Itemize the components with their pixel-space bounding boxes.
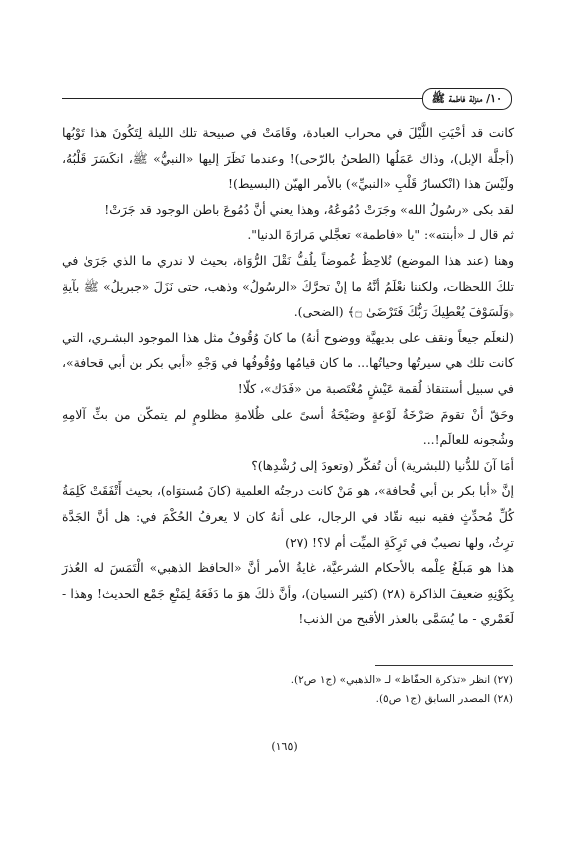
footnote-divider [375,665,513,666]
page-number: (١٦٥) [271,740,298,753]
paragraph: وهنا (عند هذا الموضع) نُلاحِظُ غُموضاً يلُفُّ نَقْلَ الرُّوَاة، بحيث لا ندري ما الذي جَرَىٰ في تلكَ اللحظات، ولكننا نعْلَمُ أنَّهُ ما إنْ تحرَّكَ «الرسُولُ» وذهب، حتى نَزَلَ «جبريلُ» ﷺ بآيةِ ﴿وَلَسَوْفَ يُعْطِيكَ رَبُّكَ فَتَرْضَىٰ ۝﴾ (الضحى). [62,252,514,320]
paragraph: هذا هو مَبلَغُ عِلْمه بالأحكام الشرعيَّة، غايةُ الأمر أنَّ «الحافظ الذهبي» الْتَمَسَ له العُذرَ بِكَوْنِهِ ضعيفَ الذاكرة (٢٨) (كثير النسيان)، وأنَّ ذلكَ هوَ ما دَفَعَهُ لِمَنْعِ جَمْع الحديث! وهذا - لَعَمْري - ما يُسَمَّى بالعذر الأقبح من الذنب! [62,560,514,627]
header-label: ١٠/ منزلة فاطمة ﷺ [422,88,512,110]
footnote: (٢٨) المصدر السابق (ج١ ص٥). [375,693,513,705]
paragraph: (لنعلَم جيعاً ونقف على بديهيَّة ووضوح أنهُ) ما كانَ وُقُوفُ مثل هذا الموجود البشـري، التي كانت تلك هي سيرتُها وحياتُها... ما كان قيامُها ووُقُوفُها في وَجْهِ «أبي بكر بن أبي قحافة»، في سبيل أستنقاذ لُقمة عَيْشٍ مُغْتَصبة من «فَدَك»، كلّا! [62,329,514,396]
body-text [62,120,514,632]
running-header [62,88,512,110]
footnotes [61,671,513,709]
paragraph: إنَّ «أبا بكر بن أبي قُحافة»، هو مَنْ كانت درجتُه العلمية (كانَ مُستوَاه)، بحيث أَتْفَقَتْ كَلِمَةُ كُلِّ مُحدِّثٍ فقيه نبيه نقّاد في الرجال، على أنهُ كان لا يعرفُ الحُكْمَ في: هل أنَّ الجَدَّة ترِثُ، ولها نصيبٌ في تَرِكَةِ الميِّت أم لا؟! (٢٧) [62,483,514,550]
paragraph: أمَا آنَ للدُّنيا (للبشرية) أن تُفكّر (وتعودَ إلى رُشْدِها)؟ [251,457,514,473]
paragraph: ثم قال لـ «أبنته»: "يا «فاطمة» تعجَّلي مَرارَةَ الدنيا". [247,227,514,243]
paragraph: لقد بكى «رسُولُ الله» وجَرَتْ دُمُوعُهُ، وهذا يعني أنَّ دُمُوعَ باطن الوجود قد جَرَتْ! [104,201,514,217]
footnote: (٢٧) انظر «تذكرة الحفّاظ» لـ «الذهبي» (ج١ ص٢). [290,674,513,686]
paragraph: كانت قد أحْيَتِ اللَّيْلَ في محراب العبادة، وقَامَتْ في صبيحة تلك الليلة لِتَكُونَ هذا تَوْبُها (أجلَّة الإبل)، وذاك عَمَلُها (الطحنُ بالرّحى)! وعندما نَظَرَ إليها «النبيُّ» ﷺ، انكَسَرَ قَلْبُهُ، ولَيْسَ هذا (انْكسارُ قَلْبِ «النبيِّ») بالأمر الهيّن (البسيط)! [62,125,514,192]
paragraph: وحَقّ أنْ تقومَ صَرْخَةُ لَوْعةٍ وصَيْحَةُ أسىً على ظُلامةِ مظلومٍ لم يتمكّن من بثِّ آلامِهِ وشُجونه للعالَم!... [62,406,514,448]
